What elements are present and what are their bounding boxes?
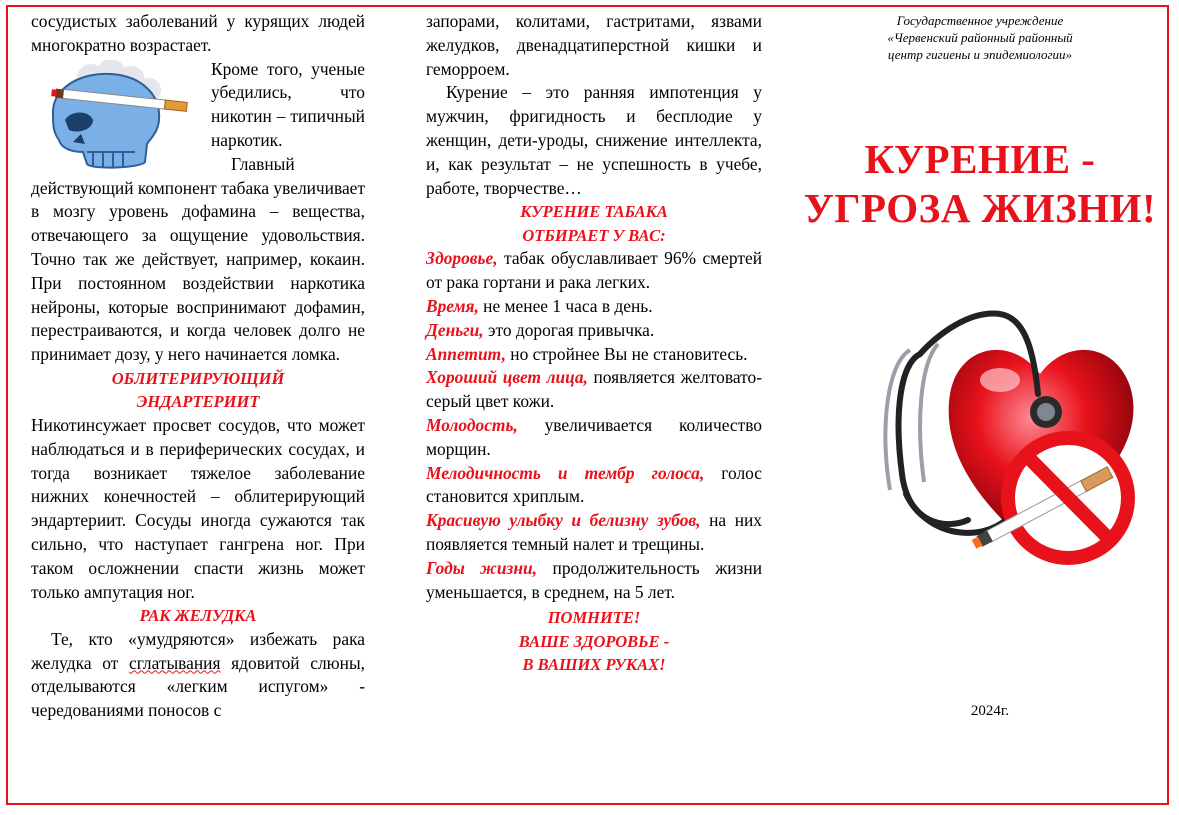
item-term: Здоровье, [426,248,498,269]
list-item [426,509,762,557]
text-fragment: Те, кто «умудряются» избежать рака желудка от [31,628,365,673]
loss-list [426,247,762,604]
title-line: КУРЕНИЕ - [864,136,1096,182]
institution-name [800,12,1160,63]
item-text: голос становится хриплым. [426,462,762,507]
section-heading [31,367,365,414]
item-text: продолжительность жизни уменьшается, в среднем, на 5 лет. [426,557,762,602]
text-fragment: ядовитой слюны, отделываются «легким испугом» - чередованиями поносов с [31,652,366,721]
item-term: Красивую улыбку и белизну зубов, [426,510,701,531]
item-text: это дорогая привычка. [483,319,655,340]
item-term: Годы жизни, [426,557,537,578]
item-term: Время, [426,295,479,316]
item-term: Деньги, [426,319,484,340]
list-item [426,343,762,367]
heading-line: ЭНДАРТЕРИИТ [136,392,260,412]
item-text: появляется желтовато-серый цвет кожи. [426,367,762,412]
list-item [426,319,762,343]
section-heading: РАК ЖЕЛУДКА [139,606,257,626]
publication-year: 2024г. [970,703,1010,719]
list-item [426,247,762,295]
heading-line: ОТБИРАЕТ У ВАС: [522,225,666,245]
heading-line: КУРЕНИЕ ТАБАКА [520,202,668,222]
paragraph: запорами, колитами, гастритами, язвами желудков, двенадцатиперстной кишки и геморроем. [426,11,762,79]
item-text: табак обуславливает 96% смертей от рака гортани и рака легких. [426,248,762,293]
skull-cigarette-image [31,60,211,172]
institution-line: центр гигиены и эпидемиологии» [887,47,1073,62]
spellcheck-word: сглатывания [128,652,221,673]
paragraph [31,628,365,723]
paragraph: Кроме того, ученые убедились, что никотин – типичный наркотик. [211,58,365,150]
column-cover [800,12,1160,719]
slogan-line: ПОМНИТЕ! [547,608,641,628]
paragraph: сосудистых заболеваний у курящих людей многократно возрастает. [31,11,365,55]
institution-line: «Червенский районный районный [887,30,1073,45]
list-item [426,366,762,414]
institution-line: Государственное учреждение [896,13,1064,28]
item-term: Аппетит, [426,343,506,364]
heading-line: ОБЛИТЕРИРУЮЩИЙ [111,368,285,388]
column-left [31,10,365,723]
heart-no-smoking-image [850,294,1150,572]
paragraph: Никотинсужает просвет сосудов, что может наблюдаться и в периферических сосудах, и тогда возникает тяжелое заболевание нижних конечностей – облитерирующий эндартериит. Сосуды иногда сужаются так сильно, что наступает гангрена ног. При таком осложнении спасти жизнь может только ампутация ног. [31,414,365,602]
column-middle [426,10,762,677]
item-term: Молодость, [426,414,518,435]
item-text: на них появляется темный налет и трещины. [426,510,763,554]
list-item [426,414,762,462]
list-item [426,295,762,319]
list-item [426,557,762,605]
paragraph: Главный действующий компонент табака увеличивает в мозгу уровень дофамина – вещества, отвечающего за ощущение удовольствия. Точно так же действует, например, кокаин. При постоянном воздействии наркотика нейроны, которые воспринимают дофамин, перестраиваются, и когда человек долго не принимает дозу, у него начинается ломка. [31,153,365,365]
brochure-title [800,135,1160,233]
closing-slogan [426,606,762,677]
item-text: не менее 1 часа в день. [478,295,653,316]
title-line: УГРОЗА ЖИЗНИ! [803,185,1157,231]
section-heading [426,200,762,247]
paragraph: Курение – это ранняя импотенция у мужчин, фригидность и бесплодие у женщин, дети-уроды, снижение интеллекта, и, как результат – не успешность в учебе, работе, творчестве… [426,82,762,198]
item-term: Хороший цвет лица, [426,367,588,388]
item-text: но стройнее Вы не становитесь. [505,343,748,364]
list-item [426,462,762,510]
item-text: увеличивается количество морщин. [426,414,762,459]
slogan-line: В ВАШИХ РУКАХ! [522,655,666,675]
item-term: Мелодичность и тембр голоса, [426,462,705,483]
slogan-line: ВАШЕ ЗДОРОВЬЕ - [518,631,670,651]
